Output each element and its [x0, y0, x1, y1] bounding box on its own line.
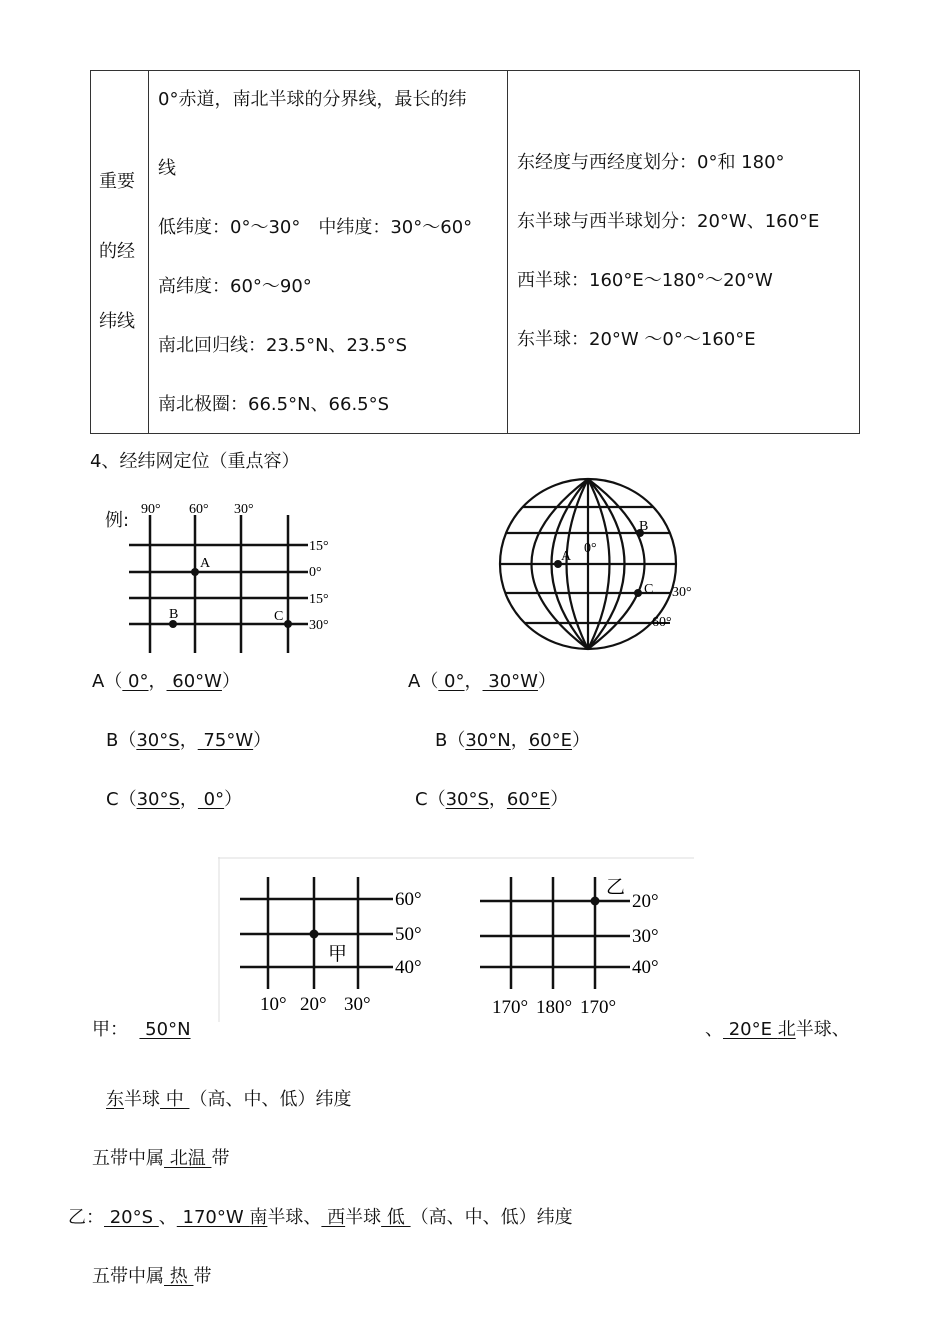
jia-sep: 、	[705, 1019, 723, 1040]
jia-text2: 半球	[124, 1089, 160, 1110]
section-title: 4、经纬网定位（重点容）	[90, 451, 300, 472]
jia-answer-start	[92, 1015, 191, 1041]
yi-belt: 热	[164, 1266, 194, 1287]
answer-left-b	[106, 726, 271, 752]
map-yi-label-40: 40°	[632, 957, 659, 978]
latitude-line-6: 南北极圈：66.5°N、66.5°S	[158, 394, 390, 415]
grid-top-label-90: 90°	[141, 502, 161, 517]
longitude-line-3: 西半球：160°E～180°～20°W	[517, 270, 773, 291]
jia-suffix2: （高、中、低）纬度	[189, 1089, 352, 1110]
map-jia-label-40: 40°	[395, 957, 422, 978]
jia-latitude-zone: 中	[160, 1089, 190, 1110]
grid-label-c: C	[274, 609, 284, 624]
answer-right-c-lat: 30°S	[445, 789, 489, 810]
jia-hemisphere-ns: 北	[777, 1019, 796, 1040]
answer-right-a-sep: ，	[464, 671, 483, 692]
grid-point-c	[284, 620, 292, 628]
answer-right-c-sep: ，	[488, 789, 507, 810]
yi-belt-suffix: 带	[193, 1266, 212, 1287]
latitude-line-1: 0°赤道，南北半球的分界线，最长的纬	[158, 89, 467, 110]
map-yi-point	[591, 897, 600, 906]
globe-point-c	[634, 589, 642, 597]
answer-right-a-lon: 30°W	[482, 671, 538, 692]
header-line-3: 纬线	[99, 311, 135, 332]
answer-right-a-lat: 0°	[438, 671, 465, 692]
jia-belt-suffix: 带	[211, 1148, 230, 1169]
yi-sep: 、	[158, 1207, 177, 1228]
latitude-cell	[149, 71, 508, 434]
answer-left-a-lat: 0°	[122, 671, 149, 692]
answer-right-c-suffix: ）	[550, 789, 569, 810]
answer-right-c-lon: 60°E	[506, 789, 551, 810]
answer-right-a-prefix: A（	[408, 671, 439, 692]
answer-left-a	[92, 667, 240, 693]
globe-label-a: A	[561, 549, 572, 564]
answer-left-b-sep: ，	[179, 730, 198, 751]
yi-text1: 半球、	[267, 1207, 322, 1228]
grid-right-label-30s: 30°	[309, 618, 329, 633]
map-jia-point	[310, 930, 319, 939]
map-jia-label-20: 20°	[300, 994, 327, 1015]
answer-left-c-sep: ，	[179, 789, 198, 810]
yi-prefix: 乙：	[68, 1207, 104, 1228]
yi-answer-line1	[68, 1203, 573, 1229]
jia-latitude: 50°N	[139, 1019, 191, 1040]
jia-belt-prefix: 五带中属	[92, 1148, 164, 1169]
map-yi-label-170e: 170°	[580, 997, 617, 1018]
yi-text2: 半球	[345, 1207, 382, 1228]
map-yi-point-label: 乙	[606, 877, 626, 898]
latitude-line-3: 低纬度：0°～30° 中纬度：30°～60°	[158, 217, 473, 238]
yi-hemisphere-ew: 西	[321, 1207, 346, 1228]
map-jia-yi-figure	[218, 857, 694, 1022]
grid-right-label-15s: 15°	[309, 592, 329, 607]
jia-longitude: 20°E	[723, 1019, 778, 1040]
globe-label-60: 60°	[652, 615, 672, 630]
header-line-1: 重要	[99, 171, 135, 192]
jia-answer-belt	[92, 1144, 229, 1170]
answer-right-b-suffix: ）	[572, 730, 591, 751]
jia-belt: 北温	[164, 1148, 212, 1169]
globe-label-0: 0°	[584, 541, 597, 556]
latitude-longitude-table	[90, 70, 860, 434]
table-header-cell	[91, 71, 149, 434]
answer-right-c-prefix: C（	[415, 789, 446, 810]
latitude-line-4: 高纬度：60°～90°	[158, 276, 312, 297]
grid-label-a: A	[200, 556, 211, 571]
longitude-line-1: 东经度与西经度划分：0°和 180°	[517, 152, 785, 173]
latitude-line-5: 南北回归线：23.5°N、23.5°S	[158, 335, 408, 356]
yi-suffix: （高、中、低）纬度	[410, 1207, 573, 1228]
globe-label-c: C	[644, 582, 654, 597]
answer-left-b-prefix: B（	[106, 730, 137, 751]
grid-right-label-0: 0°	[309, 565, 322, 580]
yi-latitude: 20°S	[104, 1207, 159, 1228]
map-jia-point-label: 甲	[328, 944, 348, 965]
answer-right-a	[408, 667, 556, 693]
map-jia-label-10: 10°	[260, 994, 287, 1015]
longitude-cell	[508, 71, 860, 434]
grid-label-b: B	[169, 607, 179, 622]
answer-left-c-suffix: ）	[224, 789, 243, 810]
answer-left-a-prefix: A（	[92, 671, 123, 692]
map-yi-label-170w: 170°	[492, 997, 529, 1018]
jia-hemisphere-ew: 东	[106, 1089, 124, 1110]
map-yi-label-180: 180°	[536, 997, 573, 1018]
yi-latitude-zone: 低	[381, 1207, 411, 1228]
answer-left-c	[106, 785, 242, 811]
longitude-line-4: 东半球：20°W ～0°～160°E	[517, 329, 756, 350]
answer-right-b-lon: 60°E	[528, 730, 573, 751]
grid-example-figure	[125, 495, 340, 660]
answer-left-a-suffix: ）	[221, 671, 240, 692]
answer-right-b	[435, 726, 590, 752]
map-jia-label-60: 60°	[395, 889, 422, 910]
answer-left-b-lon: 75°W	[197, 730, 254, 751]
jia-answer-end	[705, 1015, 850, 1041]
latitude-line-2: 线	[158, 158, 176, 179]
grid-right-label-15n: 15°	[309, 539, 329, 554]
map-jia-label-30: 30°	[344, 994, 371, 1015]
globe-label-b: B	[639, 519, 649, 534]
answer-right-a-suffix: ）	[537, 671, 556, 692]
answer-right-b-sep: ，	[510, 730, 529, 751]
jia-suffix1: 半球、	[795, 1019, 850, 1040]
jia-answer-line2	[106, 1085, 351, 1111]
answer-left-c-prefix: C（	[106, 789, 137, 810]
globe-example-figure	[495, 475, 705, 655]
yi-answer-belt	[92, 1262, 211, 1288]
answer-right-b-prefix: B（	[435, 730, 466, 751]
answer-left-c-lon: 0°	[197, 789, 225, 810]
header-line-2: 的经	[99, 241, 135, 262]
map-yi-label-20: 20°	[632, 891, 659, 912]
grid-top-label-60: 60°	[189, 502, 209, 517]
answer-right-c	[415, 785, 568, 811]
yi-belt-prefix: 五带中属	[92, 1266, 164, 1287]
example-label: 例:	[105, 510, 130, 531]
answer-left-c-lat: 30°S	[136, 789, 180, 810]
answer-left-b-suffix: ）	[253, 730, 272, 751]
yi-hemisphere-ns: 南	[249, 1207, 268, 1228]
jia-prefix: 甲：	[92, 1019, 128, 1040]
map-jia-label-50: 50°	[395, 924, 422, 945]
yi-longitude: 170°W	[176, 1207, 250, 1228]
longitude-line-2: 东半球与西半球划分：20°W、160°E	[517, 211, 820, 232]
grid-point-a	[191, 568, 199, 576]
answer-right-b-lat: 30°N	[465, 730, 511, 751]
map-yi-label-30: 30°	[632, 926, 659, 947]
answer-left-b-lat: 30°S	[136, 730, 180, 751]
globe-label-30: 30°	[672, 585, 692, 600]
answer-left-a-lon: 60°W	[166, 671, 222, 692]
grid-top-label-30: 30°	[234, 502, 254, 517]
answer-left-a-sep: ，	[148, 671, 167, 692]
